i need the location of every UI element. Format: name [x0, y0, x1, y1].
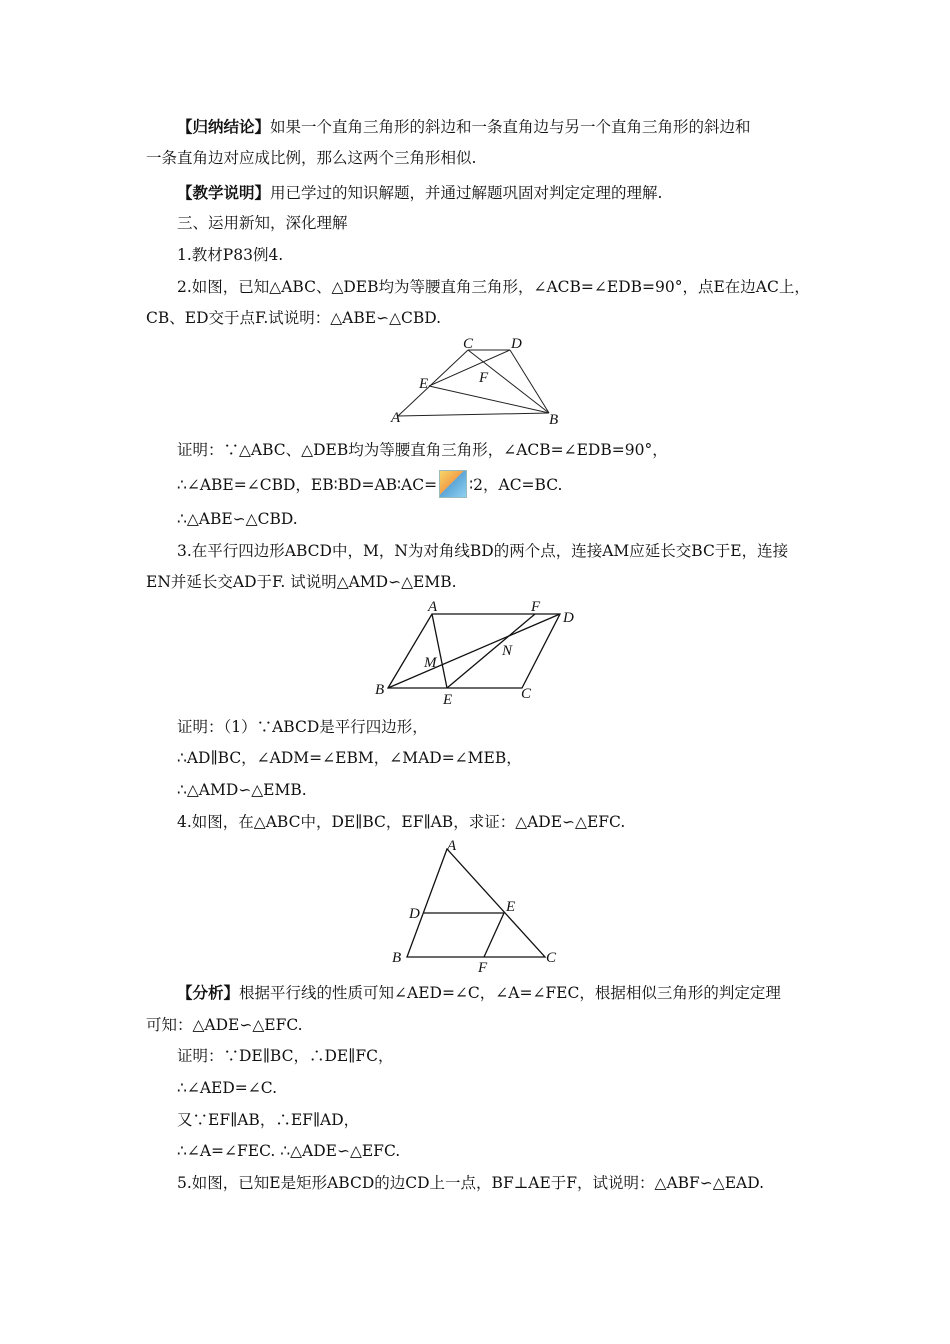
fig1-label-B: B — [549, 412, 559, 428]
summary-line-1 — [177, 117, 751, 137]
fig2-label-F: F — [531, 599, 541, 615]
summary-line-2: 一条直角边对应成比例，那么这两个三角形相似. — [146, 149, 477, 167]
fig2-label-C: C — [521, 686, 532, 702]
exercise-3-line-2: EN并延长交AD于F. 试说明△AMD∽△EMB. — [146, 573, 457, 591]
analysis-heading: 【分析】 — [177, 983, 240, 1002]
proof-3-line-1: 证明：（1）∵ABCD是平行四边形， — [177, 718, 428, 736]
analysis-text: 根据平行线的性质可知∠AED=∠C，∠A=∠FEC，根据相似三角形的判定定理 — [239, 984, 781, 1002]
fig1-label-D: D — [511, 336, 522, 352]
figure-parallelogram-abcd — [370, 595, 590, 710]
proof-3-line-2: ∴AD∥BC，∠ADM=∠EBM，∠MAD=∠MEB， — [177, 749, 522, 767]
fig2-label-B: B — [375, 682, 385, 698]
fig3-label-E: E — [506, 899, 516, 915]
fig2-label-N: N — [502, 643, 513, 659]
summary-text: 如果一个直角三角形的斜边和一条直角边与另一个直角三角形的斜边和 — [270, 118, 751, 136]
exercise-4: 4.如图，在△ABC中，DE∥BC，EF∥AB，求证：△ADE∽△EFC. — [177, 813, 626, 831]
fig1-label-E: E — [419, 376, 429, 392]
section-heading: 三、运用新知，深化理解 — [177, 214, 348, 232]
proof-2-line-1: 证明：∵△ABC、△DEB均为等腰直角三角形，∠ACB=∠EDB=90°， — [177, 441, 668, 459]
fig3-label-F: F — [478, 960, 488, 976]
fig3-label-C: C — [546, 950, 557, 966]
proof-3-conclusion: ∴△AMD∽△EMB. — [177, 781, 307, 799]
fig1-label-A: A — [391, 410, 401, 426]
teaching-note-text: 用已学过的知识解题，并通过解题巩固对判定定理的理解. — [270, 184, 663, 202]
proof-4-line-3: 又∵EF∥AB，∴EF∥AD， — [177, 1111, 360, 1129]
teaching-note-heading: 【教学说明】 — [177, 183, 271, 202]
figure-triangles-abc-deb — [380, 330, 580, 430]
teaching-note — [177, 183, 662, 203]
fig3-label-D: D — [409, 906, 420, 922]
proof-2-conclusion: ∴△ABE∽△CBD. — [177, 510, 298, 528]
exercise-5: 5.如图，已知E是矩形ABCD的边CD上一点，BF⊥AE于F，试说明：△ABF∽△EAD. — [177, 1174, 765, 1192]
proof-4-line-4: ∴∠A=∠FEC. ∴△ADE∽△EFC. — [177, 1142, 401, 1160]
analysis-line-2: 可知：△ADE∽△EFC. — [146, 1016, 303, 1034]
proof-4-line-2: ∴∠AED=∠C. — [177, 1079, 277, 1097]
proof-2-line-2a: ∴∠ABE=∠CBD，EB∶BD=AB∶AC= — [177, 476, 438, 494]
proof-2-line-2 — [177, 472, 562, 500]
fig1-label-F: F — [479, 370, 489, 386]
exercise-3-line-1: 3.在平行四边形ABCD中，M，N为对角线BD的两个点，连接AM应延长交BC于E，连接 — [177, 542, 789, 560]
proof-4-line-1: 证明：∵DE∥BC，∴DE∥FC， — [177, 1047, 394, 1065]
fig2-label-A: A — [428, 599, 438, 615]
summary-heading: 【归纳结论】 — [177, 117, 271, 136]
exercise-2-line-1: 2.如图，已知△ABC、△DEB均为等腰直角三角形，∠ACB=∠EDB=90°，点E在边AC上， — [177, 278, 810, 296]
fig2-label-M: M — [424, 655, 437, 671]
fig3-label-B: B — [392, 950, 402, 966]
exercise-1: 1.教材P83例4. — [177, 246, 284, 264]
proof-2-line-2b: ∶2，AC=BC. — [469, 476, 563, 494]
exercise-2-line-2: CB、ED交于点F.试说明：△ABE∽△CBD. — [146, 309, 442, 327]
fig2-label-E: E — [443, 692, 453, 708]
fig2-label-D: D — [563, 610, 574, 626]
figure-triangle-ade-efc — [385, 835, 565, 975]
fig1-label-C: C — [463, 336, 474, 352]
analysis-line-1 — [177, 983, 781, 1003]
fig3-label-A: A — [447, 838, 457, 854]
formula-image-icon — [439, 470, 467, 498]
